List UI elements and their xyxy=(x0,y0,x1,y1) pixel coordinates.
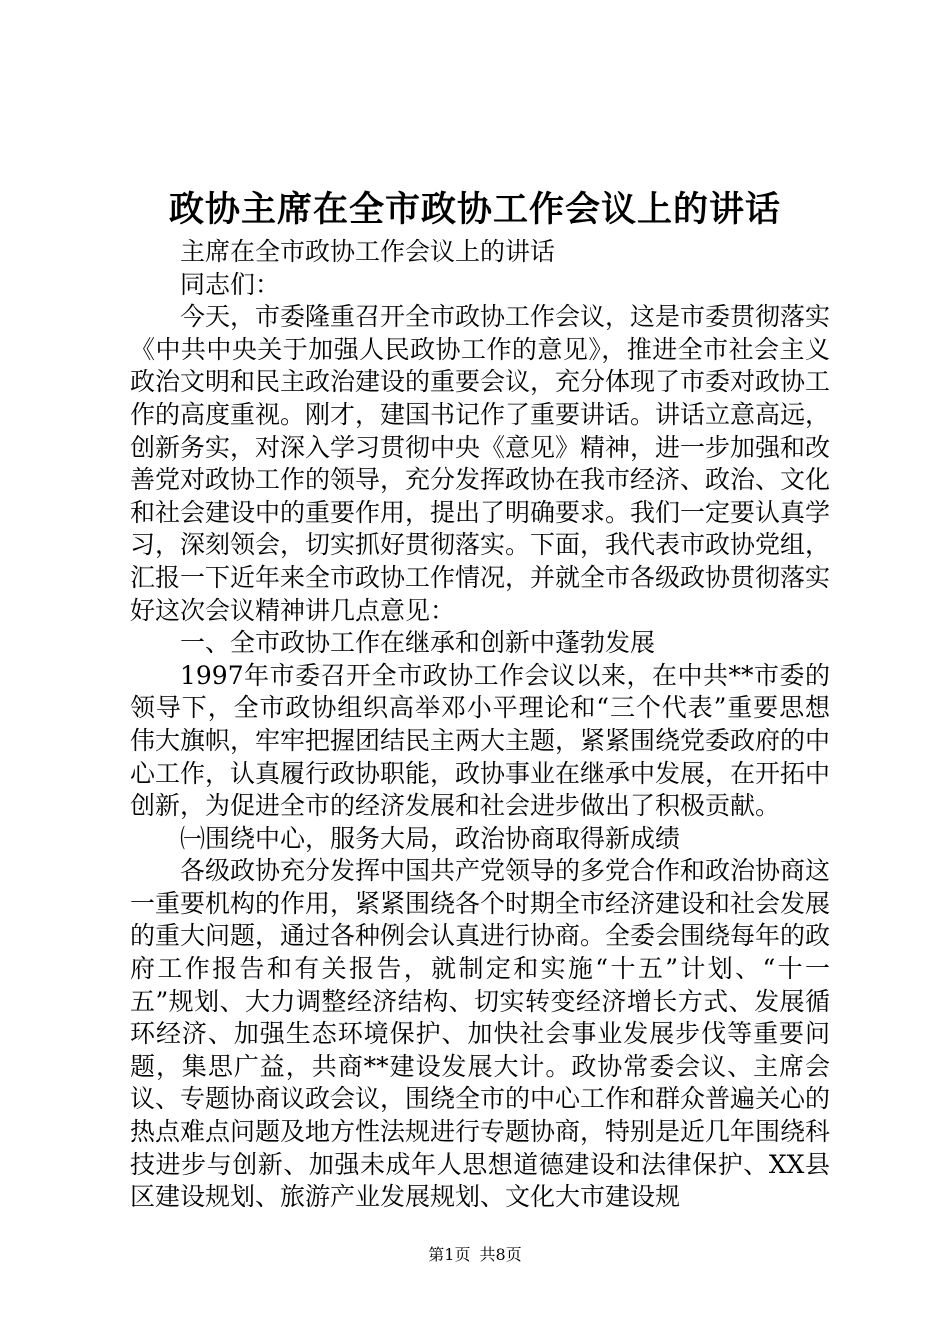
paragraph-section-1: 1997年市委召开全市政协工作会议以来，在中共**市委的领导下，全市政协组织高举邓小平理论和“三个代表”重要思想伟大旗帜，牢牢把握团结民主两大主题，紧紧围绕党委政府的中心工作，认真履行政协职能，政协事业在继承中发展，在开拓中创新，为促进全市的经济发展和社会进步做出了积极贡献。 xyxy=(130,660,831,821)
paragraph-subsection-1: 各级政协充分发挥中国共产党领导的多党合作和政治协商这一重要机构的作用，紧紧围绕各个时期全市经济建设和社会发展的重大问题，通过各种例会认真进行协商。全委会围绕每年的政府工作报告和有关报告，就制定和实施“十五”计划、“十一五”规划、大力调整经济结构、切实转变经济增长方式、发展循环经济、加强生态环境保护、加快社会事业发展步伐等重要问题，集思广益，共商**建设发展大计。政协常委会议、主席会议、专题协商议政会议，围绕全市的中心工作和群众普遍关心的热点难点问题及地方性法规进行专题协商，特别是近几年围绕科技进步与创新、加强未成年人思想道德建设和法律保护、XX县区建设规划、旅游产业发展规划、文化大市建设规 xyxy=(130,856,831,1212)
subsection-heading-1: ㈠围绕中心，服务大局，政治协商取得新成绩 xyxy=(180,823,681,853)
salutation: 同志们： xyxy=(180,269,281,299)
document-body xyxy=(130,236,830,1214)
page-title: 政协主席在全市政协工作会议上的讲话 xyxy=(168,189,781,230)
page-footer xyxy=(0,1244,950,1266)
subtitle-line: 主席在全市政协工作会议上的讲话 xyxy=(180,237,556,266)
page-number: 第1页 xyxy=(428,1245,471,1264)
page-total: 共8页 xyxy=(479,1245,522,1264)
paragraph-intro: 今天，市委隆重召开全市政协工作会议，这是市委贯彻落实《中共中央关于加强人民政协工作的意见》，推进全市社会主义政治文明和民主政治建设的重要会议，充分体现了市委对政协工作的高度重视。刚才，建国书记作了重要讲话。讲话立意高远，创新务实，对深入学习贯彻中央《意见》精神，进一步加强和改善党对政协工作的领导，充分发挥政协在我市经济、政治、文化和社会建设中的重要作用，提出了明确要求。我们一定要认真学习，深刻领会，切实抓好贯彻落实。下面，我代表市政协党组，汇报一下近年来全市政协工作情况，并就全市各级政协贯彻落实好这次会议精神讲几点意见： xyxy=(130,302,831,625)
section-heading-1: 一、全市政协工作在继承和创新中蓬勃发展 xyxy=(180,628,656,658)
